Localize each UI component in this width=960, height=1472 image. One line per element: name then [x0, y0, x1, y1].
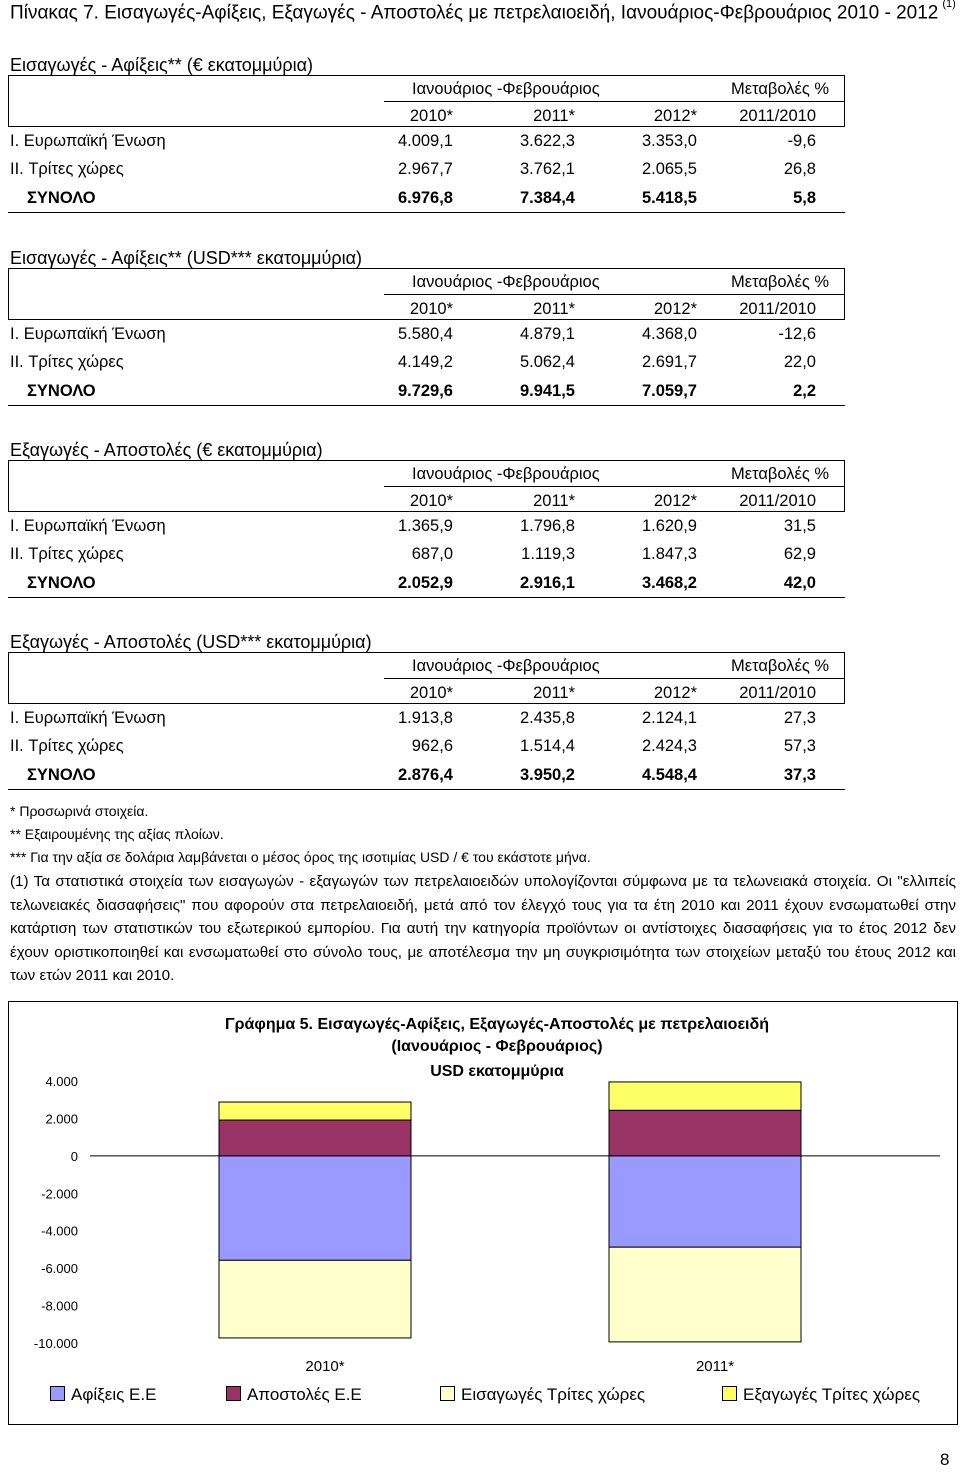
table-cell: 9.729,6: [397, 382, 453, 400]
table-bottom-rule: [8, 597, 845, 598]
table-cell: 4.879,1: [519, 325, 575, 343]
year-header: 2011/2010: [739, 684, 816, 702]
legend-swatch: [440, 1386, 455, 1401]
table-cell: 3.762,1: [519, 160, 575, 178]
note-line: * Προσωρινά στοιχεία.: [10, 803, 149, 819]
year-header: 2011/2010: [739, 107, 816, 125]
bar-segment: [219, 1156, 411, 1260]
table-cell: 2.065,5: [641, 160, 697, 178]
legend-item: [50, 1385, 156, 1405]
header-rule: [384, 486, 845, 487]
table-cell: 5,8: [793, 189, 816, 207]
legend-label: Αφίξεις Ε.Ε: [71, 1385, 157, 1404]
year-header: 2012*: [653, 684, 697, 702]
change-header: Μεταβολές %: [731, 465, 830, 483]
year-header: 2011/2010: [739, 492, 816, 510]
table-cell: 1.796,8: [519, 517, 575, 535]
year-header: 2011*: [533, 300, 575, 318]
y-tick-label: -10.000: [33, 1336, 78, 1351]
year-header: 2011/2010: [739, 300, 816, 318]
table-cell: 9.941,5: [519, 382, 575, 400]
row-label: ΣΥΝΟΛΟ: [27, 766, 96, 784]
table-cell: 22,0: [783, 353, 816, 371]
y-tick-label: 2.000: [45, 1111, 78, 1127]
page-number: 8: [940, 1450, 950, 1469]
table-cell: -12,6: [778, 325, 816, 343]
legend-item: [440, 1385, 645, 1405]
table-cell: 2.876,4: [397, 766, 453, 784]
row-label: I. Ευρωπαϊκή Ένωση: [10, 325, 166, 343]
year-header: 2011*: [533, 684, 575, 702]
page-title: Πίνακας 7. Εισαγωγές-Αφίξεις, Εξαγωγές - Αποστολές με πετρελαιοειδή, Ιανουάριος-Φεβρουάριος 2010 - 2012 $^{(1)}$: [10, 0, 956, 24]
bar-segment: [609, 1110, 801, 1156]
table-cell: 5.062,4: [519, 353, 575, 371]
change-header: Μεταβολές %: [731, 657, 830, 675]
table-cell: 2,2: [793, 382, 816, 400]
year-header: 2010*: [409, 107, 453, 125]
table-bottom-rule: [8, 789, 845, 790]
table-title: Εισαγωγές - Αφίξεις** (€ εκατομμύρια): [10, 55, 314, 75]
y-tick-label: 0: [70, 1148, 78, 1164]
table-cell: 3.468,2: [641, 574, 697, 592]
bar-segment: [219, 1120, 411, 1156]
chart-title-line: (Ιανουάριος - Φεβρουάριος): [391, 1038, 603, 1055]
legend-label: Αποστολές Ε.Ε: [247, 1385, 362, 1404]
table-bottom-rule: [8, 405, 845, 406]
y-tick-label: -8.000: [41, 1298, 78, 1314]
bar-segment: [219, 1102, 411, 1120]
table-cell: 1.119,3: [521, 545, 575, 563]
table-cell: 31,5: [783, 517, 816, 535]
period-header: Ιανουάριος -Φεβρουάριος: [412, 657, 600, 675]
table-cell: 5.580,4: [397, 325, 453, 343]
row-label: II. Τρίτες χώρες: [10, 545, 124, 563]
note-line: *** Για την αξία σε δολάρια λαμβάνεται ο μέσος όρος της ισοτιμίας USD / € του εκάστοτε μήνα.: [10, 849, 591, 865]
table-cell: 37,3: [783, 766, 816, 784]
note-line: ** Εξαιρουμένης της αξίας πλοίων.: [10, 826, 224, 842]
table-cell: 4.548,4: [641, 766, 697, 784]
x-category-label: 2011*: [695, 1358, 735, 1375]
row-label: I. Ευρωπαϊκή Ένωση: [10, 132, 166, 150]
table-cell: 4.149,2: [397, 353, 453, 371]
table-title: Εξαγωγές - Αποστολές (USD*** εκατομμύρια): [10, 632, 372, 652]
table-cell: 62,9: [783, 545, 816, 563]
table-cell: 5.418,5: [641, 189, 697, 207]
table-cell: 4.368,0: [641, 325, 697, 343]
table-cell: 7.059,7: [641, 382, 697, 400]
chart-title-line: USD εκατομμύρια: [430, 1063, 564, 1080]
row-label: II. Τρίτες χώρες: [10, 737, 124, 755]
row-label: I. Ευρωπαϊκή Ένωση: [10, 709, 166, 727]
row-label: ΣΥΝΟΛΟ: [27, 382, 96, 400]
year-header: 2011*: [533, 107, 575, 125]
table-cell: 2.124,1: [641, 709, 697, 727]
table-cell: 2.424,3: [641, 737, 697, 755]
year-header: 2011*: [533, 492, 575, 510]
table-cell: 3.950,2: [519, 766, 575, 784]
row-label: ΣΥΝΟΛΟ: [27, 574, 96, 592]
chart-title-line: Γράφημα 5. Εισαγωγές-Αφίξεις, Εξαγωγές-Αποστολές με πετρελαιοειδή: [225, 1016, 769, 1033]
header-rule: [384, 294, 845, 295]
row-label: I. Ευρωπαϊκή Ένωση: [10, 517, 166, 535]
table-cell: 2.691,7: [641, 353, 697, 371]
legend-item: [722, 1385, 920, 1405]
year-header: 2010*: [409, 684, 453, 702]
table-cell: 42,0: [783, 574, 816, 592]
y-tick-label: -4.000: [41, 1223, 78, 1239]
table-cell: 4.009,1: [397, 132, 453, 150]
period-header: Ιανουάριος -Φεβρουάριος: [412, 465, 600, 483]
row-label: ΣΥΝΟΛΟ: [27, 189, 96, 207]
table-cell: 26,8: [783, 160, 816, 178]
bar-segment: [609, 1156, 801, 1247]
header-rule: [384, 678, 845, 679]
year-header: 2012*: [653, 107, 697, 125]
legend-swatch: [50, 1386, 65, 1401]
bar-segment: [609, 1247, 801, 1342]
table-cell: 1.620,9: [641, 517, 697, 535]
table-cell: 687,0: [411, 545, 453, 563]
y-tick-label: -6.000: [41, 1261, 78, 1277]
bar-chart: [0, 1001, 960, 1441]
legend-swatch: [722, 1386, 737, 1401]
row-label: II. Τρίτες χώρες: [10, 160, 124, 178]
table-title: Εισαγωγές - Αφίξεις** (USD*** εκατομμύρια): [10, 248, 363, 268]
footnote-paragraph: (1) Τα στατιστικά στοιχεία των εισαγωγών - εξαγωγών των πετρελαιοειδών υπολογίζονται σύμφωνα με τα τελωνειακά στοιχεία. Οι "ελλιπείς τελωνειακές διασαφήσεις" που αφορούν στα πετρελαιοειδή, μετά από τον έλεγχό τους για τα έτη 2010 και 2011 έχουν ενσωματωθεί στην κατάρτιση των στατιστικών του εξωτερικού εμπορίου. Για αυτή την κατηγορία προϊόντων οι αντίστοιχες διασαφήσεις για το έτος 2012 δεν έχουν οριστικοποιηθεί και ενσωματωθεί στο σύνολο τους, με αποτέλεσμα την μη συγκρισιμότητα των στοιχείων μεταξύ του έτους 2012 και των ετών 2011 και 2010.: [10, 873, 956, 984]
change-header: Μεταβολές %: [731, 80, 830, 98]
period-header: Ιανουάριος -Φεβρουάριος: [412, 273, 600, 291]
table-title: Εξαγωγές - Αποστολές (€ εκατομμύρια): [10, 440, 323, 460]
table-cell: -9,6: [787, 132, 816, 150]
table-cell: 1.514,4: [519, 737, 575, 755]
table-cell: 57,3: [783, 737, 816, 755]
y-tick-label: 4.000: [45, 1074, 78, 1089]
table-cell: 6.976,8: [397, 189, 453, 207]
year-header: 2012*: [653, 492, 697, 510]
table-bottom-rule: [8, 212, 845, 213]
year-header: 2010*: [409, 300, 453, 318]
year-header: 2010*: [409, 492, 453, 510]
table-cell: 2.916,1: [519, 574, 575, 592]
change-header: Μεταβολές %: [731, 273, 830, 291]
legend-item: [226, 1385, 362, 1405]
legend-label: Εξαγωγές Τρίτες χώρες: [743, 1385, 921, 1404]
table-cell: 3.622,3: [519, 132, 575, 150]
header-rule: [384, 101, 845, 102]
legend-swatch: [226, 1386, 241, 1401]
bar-segment: [219, 1260, 411, 1338]
table-cell: 7.384,4: [519, 189, 575, 207]
x-category-label: 2010*: [305, 1358, 345, 1375]
table-cell: 2.052,9: [397, 574, 453, 592]
table-cell: 1.847,3: [641, 545, 697, 563]
table-cell: 1.365,9: [397, 517, 453, 535]
table-cell: 962,6: [411, 737, 453, 755]
legend-label: Εισαγωγές Τρίτες χώρες: [461, 1385, 646, 1404]
bar-segment: [609, 1082, 801, 1110]
table-cell: 1.913,8: [397, 709, 453, 727]
period-header: Ιανουάριος -Φεβρουάριος: [412, 80, 600, 98]
year-header: 2012*: [653, 300, 697, 318]
table-cell: 2.967,7: [397, 160, 453, 178]
row-label: II. Τρίτες χώρες: [10, 353, 124, 371]
table-cell: 3.353,0: [641, 132, 697, 150]
y-tick-label: -2.000: [41, 1186, 78, 1202]
table-cell: 27,3: [783, 709, 816, 727]
table-cell: 2.435,8: [519, 709, 575, 727]
